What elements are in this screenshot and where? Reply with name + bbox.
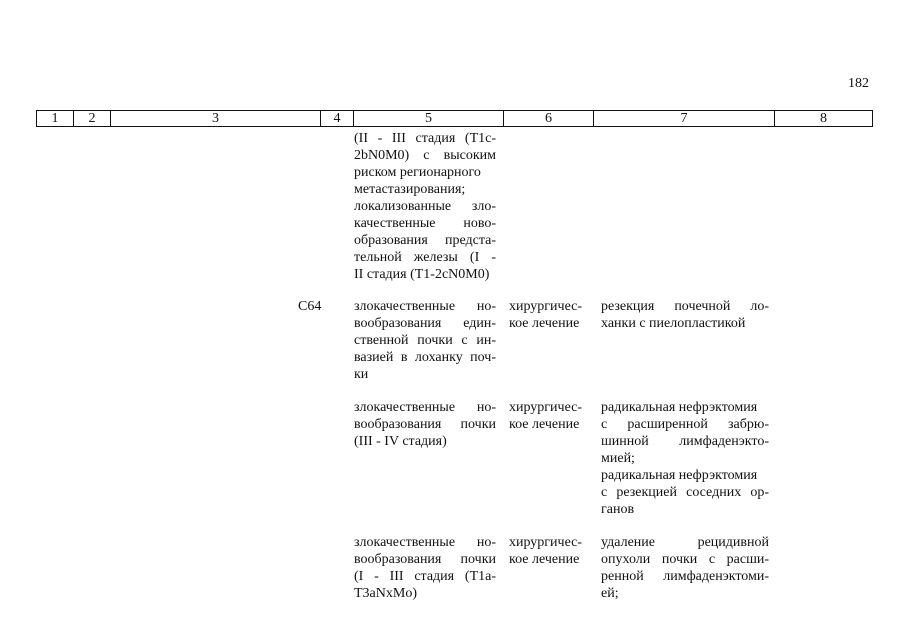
text-line: ханки с пиелопластикой (601, 316, 746, 331)
text-line: тельной железы (I - (354, 250, 496, 265)
text-line: радикальная нефрэктомия (601, 400, 758, 415)
header-cell-6: 6 (503, 110, 593, 127)
text-line: вообразования почки (354, 417, 496, 432)
text-line: вазией в лоханку поч- (354, 350, 496, 365)
text-line: ки (354, 367, 369, 382)
text-line: риском регионарного (354, 165, 481, 180)
text-line: образования предста- (354, 233, 496, 248)
text-line: (I - III стадия (T1a- (354, 569, 496, 584)
text-line: резекция почечной ло- (601, 299, 769, 314)
text-line: ей; (601, 586, 619, 601)
text-line: хирургичес- (509, 400, 583, 415)
text-line: кое лечение (509, 316, 580, 331)
header-cell-4: 4 (320, 110, 353, 127)
text-line: опухоли почки с расши- (601, 552, 769, 567)
text-line: II стадия (T1-2cN0M0) (354, 267, 490, 282)
text-line: кое лечение (509, 552, 580, 567)
text-line: шинной лимфаденэкто- (601, 434, 769, 449)
continuation-diagnosis-cell (354, 130, 496, 283)
header-cell-1: 1 (36, 110, 73, 127)
text-line: (III - IV стадия) (354, 434, 447, 449)
text-line: радикальная нефрэктомия (601, 468, 758, 483)
header-cell-5: 5 (353, 110, 503, 127)
text-line: метастазирования; (354, 182, 466, 197)
diagnosis-cell (354, 298, 496, 383)
text-line: ганов (601, 502, 635, 517)
text-line: локализованные зло- (354, 199, 496, 214)
treatment-method-cell (601, 399, 769, 518)
text-line: хирургичес- (509, 535, 583, 550)
page-number: 182 (848, 76, 869, 91)
header-cell-8: 8 (774, 110, 873, 127)
text-line: кое лечение (509, 417, 580, 432)
text-line: (II - III стадия (T1c- (354, 131, 496, 146)
text-line: удаление рецидивной (601, 535, 769, 550)
text-line: вообразования един- (354, 316, 496, 331)
text-line: с резекцией соседних ор- (601, 485, 769, 500)
diagnosis-cell (354, 399, 496, 450)
text-line: мией; (601, 451, 635, 466)
text-line: ственной почки с ин- (354, 333, 496, 348)
treatment-type-cell (509, 298, 582, 332)
treatment-type-cell (509, 399, 582, 433)
text-line: хирургичес- (509, 299, 583, 314)
text-line: злокачественные но- (354, 400, 496, 415)
header-cell-3: 3 (110, 110, 320, 127)
text-line: 2bN0M0) с высоким (354, 148, 496, 163)
treatment-type-cell (509, 534, 582, 568)
treatment-method-cell (601, 298, 769, 332)
header-cell-2: 2 (73, 110, 110, 127)
icd-code-cell: C64 (298, 299, 322, 314)
text-line: ренной лимфаденэктоми- (601, 569, 769, 584)
text-line: T3aNxMo) (354, 586, 417, 601)
text-line: злокачественные но- (354, 299, 496, 314)
text-line: вообразования почки (354, 552, 496, 567)
text-line: злокачественные но- (354, 535, 496, 550)
table-header-row (36, 110, 873, 127)
text-line: с расширенной забрю- (601, 417, 769, 432)
treatment-method-cell (601, 534, 769, 602)
diagnosis-cell (354, 534, 496, 602)
header-cell-7: 7 (593, 110, 774, 127)
text-line: качественные ново- (354, 216, 496, 231)
